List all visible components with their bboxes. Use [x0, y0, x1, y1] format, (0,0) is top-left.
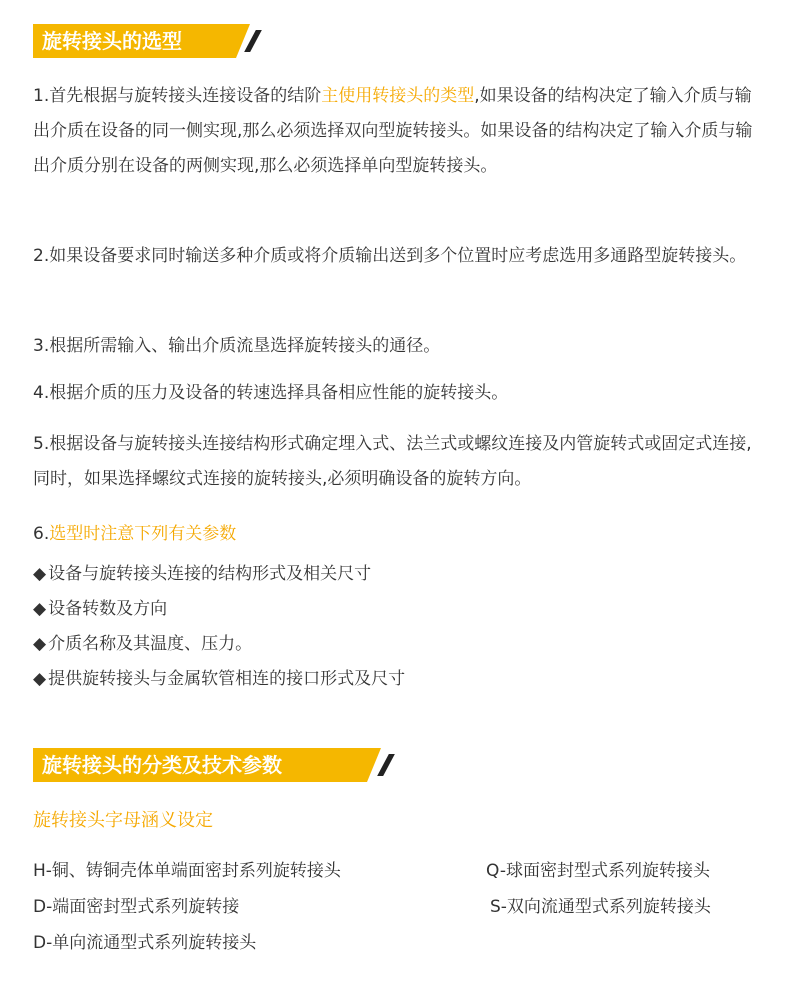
section-title: 旋转接头的分类及技术参数: [42, 753, 282, 777]
diamond-bullet-icon: ◆: [33, 669, 47, 689]
paragraph-1-highlight: 主使用转接头的类型: [321, 86, 475, 106]
paragraph-4: 4.根据介质的压力及设备的转速选择具备相应性能的旋转接头。: [33, 383, 509, 403]
diamond-bullet-icon: ◆: [33, 634, 47, 654]
code-q-item: Q-球面密封型式系列旋转接头: [486, 861, 710, 881]
letter-meaning-title: 旋转接头字母涵义设定: [33, 810, 213, 831]
parameters-heading: [33, 519, 236, 549]
parameters-heading-text: 选型时注意下列有关参数: [49, 524, 237, 544]
paragraph-2: 2.如果设备要求同时输送多种介质或将介质输出送到多个位置时应考虑选用多通路型旋转接头。: [33, 246, 747, 266]
code-h-item: H-铜、铸铜壳体单端面密封系列旋转接头: [33, 861, 341, 881]
diamond-bullet-icon: ◆: [33, 564, 47, 584]
list-item: [33, 627, 405, 662]
list-item-text: 介质名称及其温度、压力。: [48, 634, 253, 654]
paragraph-5: 5.根据设备与旋转接头连接结构形式确定埋入式、法兰式或螺纹连接及内管旋转式或固定式连接,同时，如果选择螺纹式连接的旋转接头,必须明确设备的旋转方向。: [33, 434, 752, 489]
code-d-face-seal-item: D-端面密封型式系列旋转接: [33, 897, 240, 917]
list-item: [33, 592, 405, 627]
banner-tail-shape: [367, 748, 381, 782]
diamond-bullet-icon: ◆: [33, 599, 47, 619]
banner-tail-shape: [236, 24, 250, 58]
paragraph-1-text-b: ,如果设备的结构决定了输入介质与输出介质在设备的同一侧实现,那么必须选择双向型旋转接头。如果设备的结构决定了输入介质与输出介质分别在设备的两侧实现,那么必须选择单向型旋转接头。: [33, 86, 753, 176]
parameters-heading-number: 6.: [33, 524, 50, 544]
list-item: [33, 557, 405, 592]
list-item: [33, 662, 405, 697]
code-d-single-flow-item: D-单向流通型式系列旋转接头: [33, 933, 257, 953]
list-item-text: 提供旋转接头与金属软管相连的接口形式及尺寸: [48, 669, 406, 689]
code-s-item: S-双向流通型式系列旋转接头: [490, 897, 711, 917]
section-banner-selection: [33, 24, 236, 58]
paragraph-1-text-a: 1.首先根据与旋转接头连接设备的结阶: [33, 86, 322, 106]
list-item-text: 设备与旋转接头连接的结构形式及相关尺寸: [48, 564, 372, 584]
parameters-list: [33, 557, 405, 697]
section-banner-classification: [33, 748, 367, 782]
section-title: 旋转接头的选型: [42, 29, 182, 53]
list-item-text: 设备转数及方向: [48, 599, 168, 619]
paragraph-3: 3.根据所需输入、输出介质流垦选择旋转接头的通径。: [33, 336, 441, 356]
paragraph-1: [33, 79, 768, 184]
